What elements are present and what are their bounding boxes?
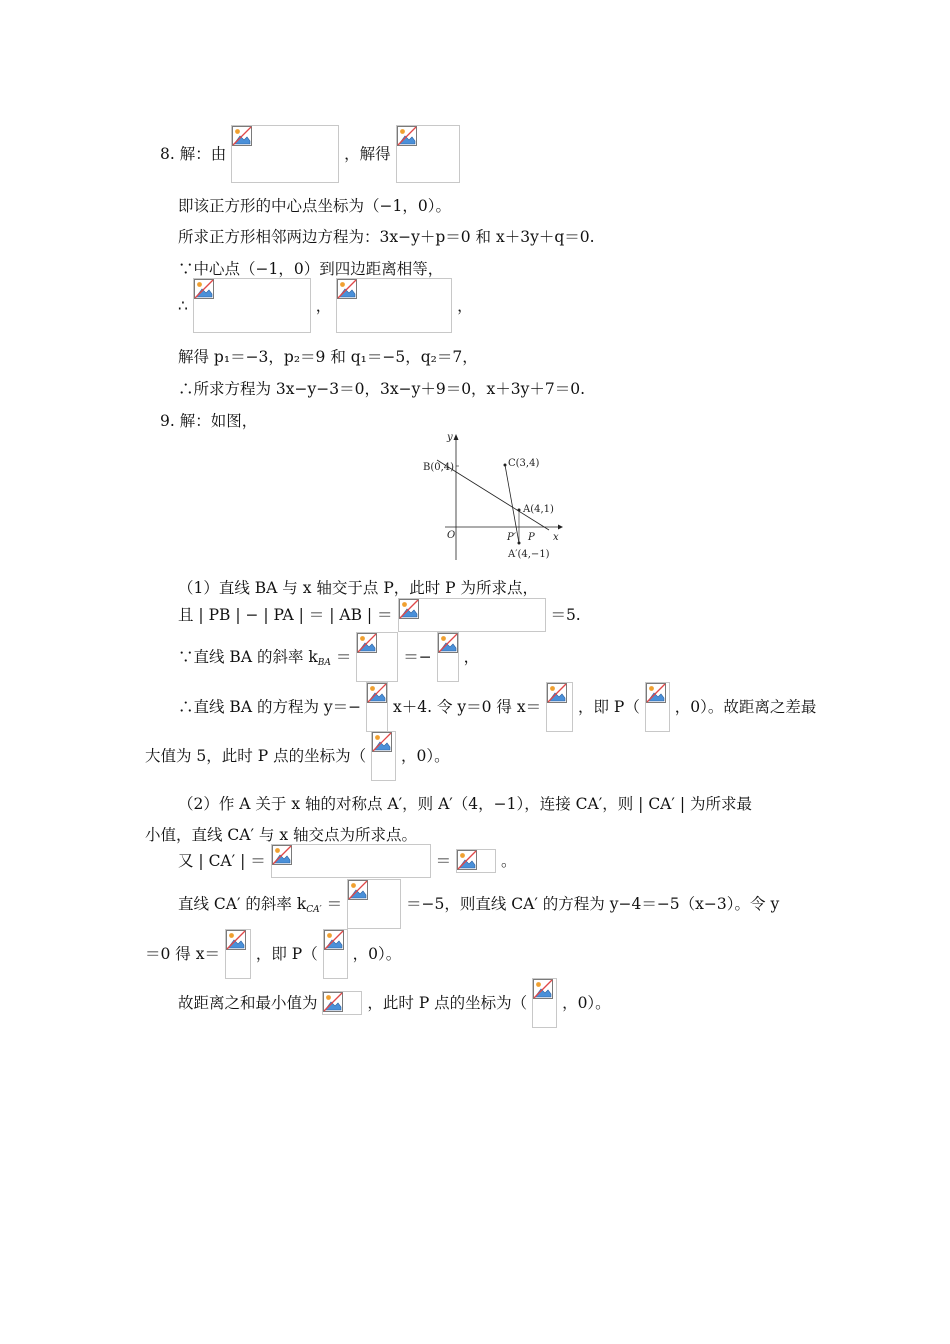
text: ，0）。 <box>352 945 402 963</box>
text-line: 即该正方形的中心点坐标为（−1，0）。 <box>178 197 451 215</box>
subscript: CA′ <box>306 905 322 915</box>
text: 又 | CA′ | ＝ <box>178 852 266 870</box>
label-a: A(4,1) <box>523 504 554 515</box>
label-p-prime: P′ <box>507 532 516 543</box>
label-b: B(0,4) <box>423 462 455 473</box>
broken-image-icon <box>645 682 670 732</box>
text: ＝ <box>335 648 352 666</box>
broken-image-icon <box>437 632 459 682</box>
text: ， <box>457 296 473 315</box>
text: 直线 CA′ 的斜率 k <box>178 895 307 913</box>
text: ＝0 得 x＝ <box>145 945 220 963</box>
broken-image-icon <box>193 278 311 333</box>
text: ＝ <box>435 852 452 870</box>
broken-image-icon <box>231 125 339 183</box>
text: 且 | PB | − | PA | ＝ | AB | ＝ <box>178 606 393 624</box>
text-line: （2）作 A 关于 x 轴的对称点 A′，则 A′（4，−1），连接 CA′，则 | CA′ | 为所求最 <box>178 795 752 813</box>
text: ，0）。 <box>562 994 611 1012</box>
text: ＝5. <box>550 606 581 624</box>
label-o: O <box>447 530 456 541</box>
text: ∴ <box>178 296 188 315</box>
text: ＝−5，则直线 CA′ 的方程为 y−4＝−5（x−3）。令 y <box>406 895 780 913</box>
formula-line <box>178 843 517 877</box>
label-x: x <box>553 532 559 543</box>
broken-image-icon <box>366 682 388 732</box>
subscript: BA <box>317 658 331 668</box>
broken-image-icon <box>225 929 251 979</box>
formula-line <box>145 928 401 978</box>
formula-line <box>178 878 779 928</box>
text: ，解得 <box>344 145 391 163</box>
broken-image-icon <box>356 632 398 682</box>
problem-8-line <box>160 124 460 182</box>
formula-line <box>178 597 581 631</box>
broken-image-icon <box>271 844 431 878</box>
text-line: 解得 p₁＝−3，p₂＝9 和 q₁＝−5，q₂＝7， <box>178 348 478 366</box>
text: ，0）。故距离之差最 <box>674 698 817 716</box>
x-axis-arrow <box>558 525 563 530</box>
text-line: 所求正方形相邻两边方程为：3x−y＋p＝0 和 x＋3y＋q＝0. <box>178 228 595 246</box>
problem-9-line: 9. 解：如图， <box>160 412 258 430</box>
point-a-prime <box>518 542 521 545</box>
coordinate-figure <box>415 430 565 565</box>
broken-image-icon <box>371 731 396 781</box>
label-c: C(3,4) <box>508 458 540 469</box>
text: ，0）。 <box>400 747 450 765</box>
broken-image-icon <box>546 682 573 732</box>
text: ，即 P（ <box>255 945 318 963</box>
text: ＝ <box>326 895 343 913</box>
broken-image-icon <box>532 978 557 1028</box>
point-a <box>518 509 521 512</box>
text: x＋4. 令 y＝0 得 x＝ <box>393 698 542 716</box>
label-y: y <box>447 432 453 443</box>
formula-line <box>178 681 816 731</box>
text: 大值为 5，此时 P 点的坐标为（ <box>145 747 367 765</box>
text: ，此时 P 点的坐标为（ <box>367 994 528 1012</box>
text: 故距离之和最小值为 <box>178 994 318 1012</box>
text-line: 小值，直线 CA′ 与 x 轴交点为所求点。 <box>145 826 418 844</box>
text: ∵直线 BA 的斜率 k <box>178 648 318 666</box>
broken-image-icon <box>347 879 401 929</box>
text: 。 <box>501 852 517 870</box>
point-c <box>504 464 507 467</box>
formula-line <box>145 730 450 780</box>
broken-image-icon <box>323 929 348 979</box>
text-line: （1）直线 BA 与 x 轴交于点 P，此时 P 为所求点， <box>178 579 539 597</box>
broken-image-icon <box>336 278 452 333</box>
formula-line <box>178 631 479 681</box>
broken-image-icon <box>396 125 460 183</box>
broken-image-icon <box>456 849 496 873</box>
broken-image-icon <box>398 598 546 632</box>
text-line: ∵中心点（−1，0）到四边距离相等， <box>178 260 444 278</box>
text: ∴直线 BA 的方程为 y＝− <box>178 698 362 716</box>
text-line: ∴所求方程为 3x−y−3＝0，3x−y＋9＝0，x＋3y＋7＝0. <box>178 380 586 398</box>
text: ， <box>463 648 480 666</box>
formula-line <box>178 977 611 1027</box>
label-p: P <box>528 532 535 543</box>
formula-line <box>178 278 473 333</box>
text: 8. 解：由 <box>160 145 227 163</box>
text: ＝− <box>403 648 432 666</box>
text: ， <box>315 296 332 315</box>
text: ，即 P（ <box>577 698 640 716</box>
label-a-prime: A′(4,−1) <box>508 549 550 560</box>
broken-image-icon <box>322 991 362 1015</box>
y-axis-arrow <box>454 434 459 440</box>
